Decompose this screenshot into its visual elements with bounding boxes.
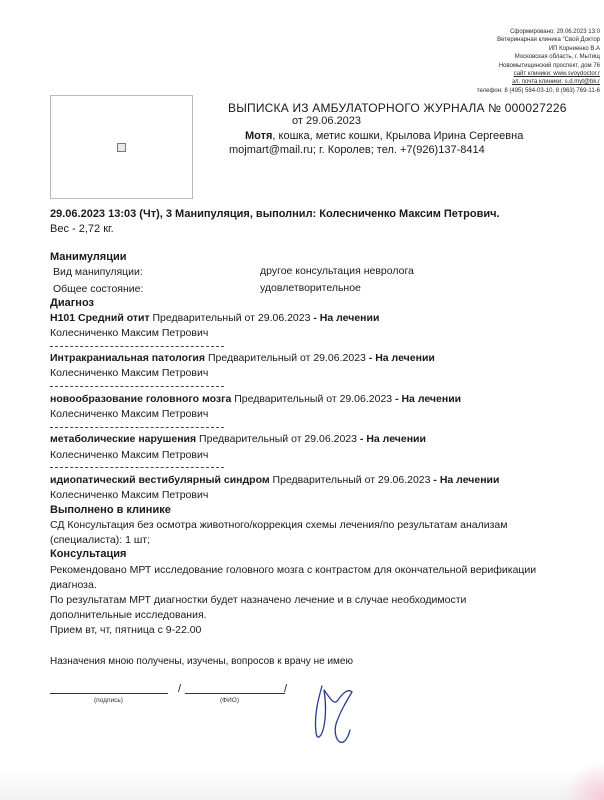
- name-caption: (ФИО): [220, 697, 239, 704]
- consultation-title: Консультация: [50, 548, 127, 560]
- diagnosis-type: Предварительный от 29.06.2023: [205, 352, 369, 364]
- diagnosis-item: [50, 352, 435, 364]
- consultation-line: Рекомендовано МРТ исследование головного мозга с контрастом для окончательной верификации: [50, 564, 537, 576]
- diagnosis-status: - На лечении: [359, 433, 426, 445]
- document-date: от 29.06.2023: [292, 115, 362, 127]
- divider: [50, 346, 224, 347]
- consultation-schedule: Прием вт, чт, пятница с 9-22.00: [50, 624, 202, 636]
- diagnosis-name: идиопатический вестибулярный синдром: [50, 474, 270, 486]
- consultation-line: дополнительные исследования.: [50, 609, 207, 621]
- clinic-address: Новомытищинский проспект, дом 76: [498, 62, 600, 69]
- handwritten-signature: [300, 672, 370, 744]
- consultation-line: По результатам МРТ диагностки будет назначено лечение и в случае необходимости: [50, 594, 467, 606]
- diagnosis-status: - На лечении: [433, 474, 500, 486]
- diagnosis-type: Предварительный от 29.06.2023: [196, 433, 360, 445]
- diagnosis-doctor: Колесниченко Максим Петрович: [50, 327, 209, 339]
- diagnosis-doctor: Колесниченко Максим Петрович: [50, 489, 209, 501]
- corner-tint: [564, 760, 604, 800]
- diagnosis-doctor: Колесниченко Максим Петрович: [50, 408, 209, 420]
- patient-name: Мотя: [245, 130, 273, 142]
- clinic-site[interactable]: сайт клиники: www.svoydoctor.r: [513, 71, 600, 78]
- clinic-region: Московская область, г. Мытищ: [514, 54, 600, 61]
- diagnosis-item: [50, 393, 461, 405]
- patient-weight: Вес - 2,72 кг.: [50, 223, 114, 235]
- patient-contacts: mojmart@mail.ru; г. Королев; тел. +7(926)137-8414: [229, 144, 485, 156]
- clinic-name: Ветеринарная клиника "Свой Доктор: [497, 37, 600, 44]
- diagnosis-status: - На лечении: [395, 393, 462, 405]
- diagnosis-name: метаболические нарушения: [50, 433, 197, 445]
- performed-line: (специалиста): 1 шт;: [50, 534, 151, 546]
- slash-separator: /: [178, 683, 182, 695]
- manipulation-type-label: Вид манипуляции:: [53, 266, 143, 278]
- page-bottom-shade: [0, 770, 604, 800]
- manipulation-type-value: другое консультация невролога: [260, 265, 414, 277]
- manipulations-title: Манимуляции: [50, 251, 127, 263]
- diagnosis-doctor: Колесниченко Максим Петрович: [50, 449, 209, 461]
- diagnosis-item: [50, 474, 499, 486]
- formed-timestamp: Сформировано: 29.06.2023 13:0: [510, 29, 600, 35]
- diagnosis-status: - На лечении: [368, 352, 435, 364]
- clinic-owner: ИП Корниенко В.А: [548, 45, 600, 52]
- name-line: [185, 693, 285, 694]
- clinic-email[interactable]: эл. почта клиники: s.d.myt@bk.r: [512, 79, 600, 86]
- patient-line: [245, 130, 523, 142]
- visit-header: 29.06.2023 13:03 (Чт), 3 Манипуляция, выполнил: Колесниченко Максим Петрович.: [50, 208, 500, 220]
- consultation-line: диагноза.: [50, 579, 97, 591]
- broken-image-icon: [117, 143, 126, 152]
- acknowledgement-statement: Назначения мною получены, изучены, вопросов к врачу не имею: [50, 656, 353, 667]
- general-state-label: Общее состояние:: [53, 283, 144, 295]
- diagnosis-name: новообразование головного мозга: [50, 393, 232, 405]
- diagnosis-title: Диагноз: [50, 297, 94, 309]
- clinic-phone: телефон: 8 (495) 584-03-10, 8 (963) 769-11-6: [476, 87, 600, 94]
- divider: [50, 427, 224, 428]
- document-title: ВЫПИСКА ИЗ АМБУЛАТОРНОГО ЖУРНАЛА № 000027226: [228, 101, 567, 115]
- diagnosis-type: Предварительный от 29.06.2023: [231, 393, 396, 405]
- performed-line: СД Консультация без осмотра животного/коррекция схемы лечения/по результатам анализам: [50, 519, 508, 531]
- clinic-header: [477, 28, 600, 95]
- general-state-value: удовлетворительное: [260, 282, 361, 294]
- signature-line: [50, 693, 168, 694]
- performed-title: Выполнено в клинике: [50, 504, 171, 516]
- diagnosis-item: [50, 312, 379, 324]
- diagnosis-item: [50, 433, 426, 445]
- diagnosis-name: Интракраниальная патология: [50, 352, 206, 364]
- patient-details: , кошка, метис кошки, Крылова Ирина Сергеевна: [272, 130, 524, 142]
- divider: [50, 386, 224, 387]
- diagnosis-type: Предварительный от 29.06.2023: [269, 474, 434, 486]
- diagnosis-type: Предварительный от 29.06.2023: [149, 312, 314, 324]
- diagnosis-status: - На лечении: [313, 312, 380, 324]
- signature-caption: (подпись): [94, 697, 123, 704]
- clinic-logo-frame: [50, 95, 193, 199]
- divider: [50, 467, 224, 468]
- diagnosis-doctor: Колесниченко Максим Петрович: [50, 367, 209, 379]
- diagnosis-name: H101 Средний отит: [50, 312, 150, 324]
- slash-separator: /: [284, 683, 288, 695]
